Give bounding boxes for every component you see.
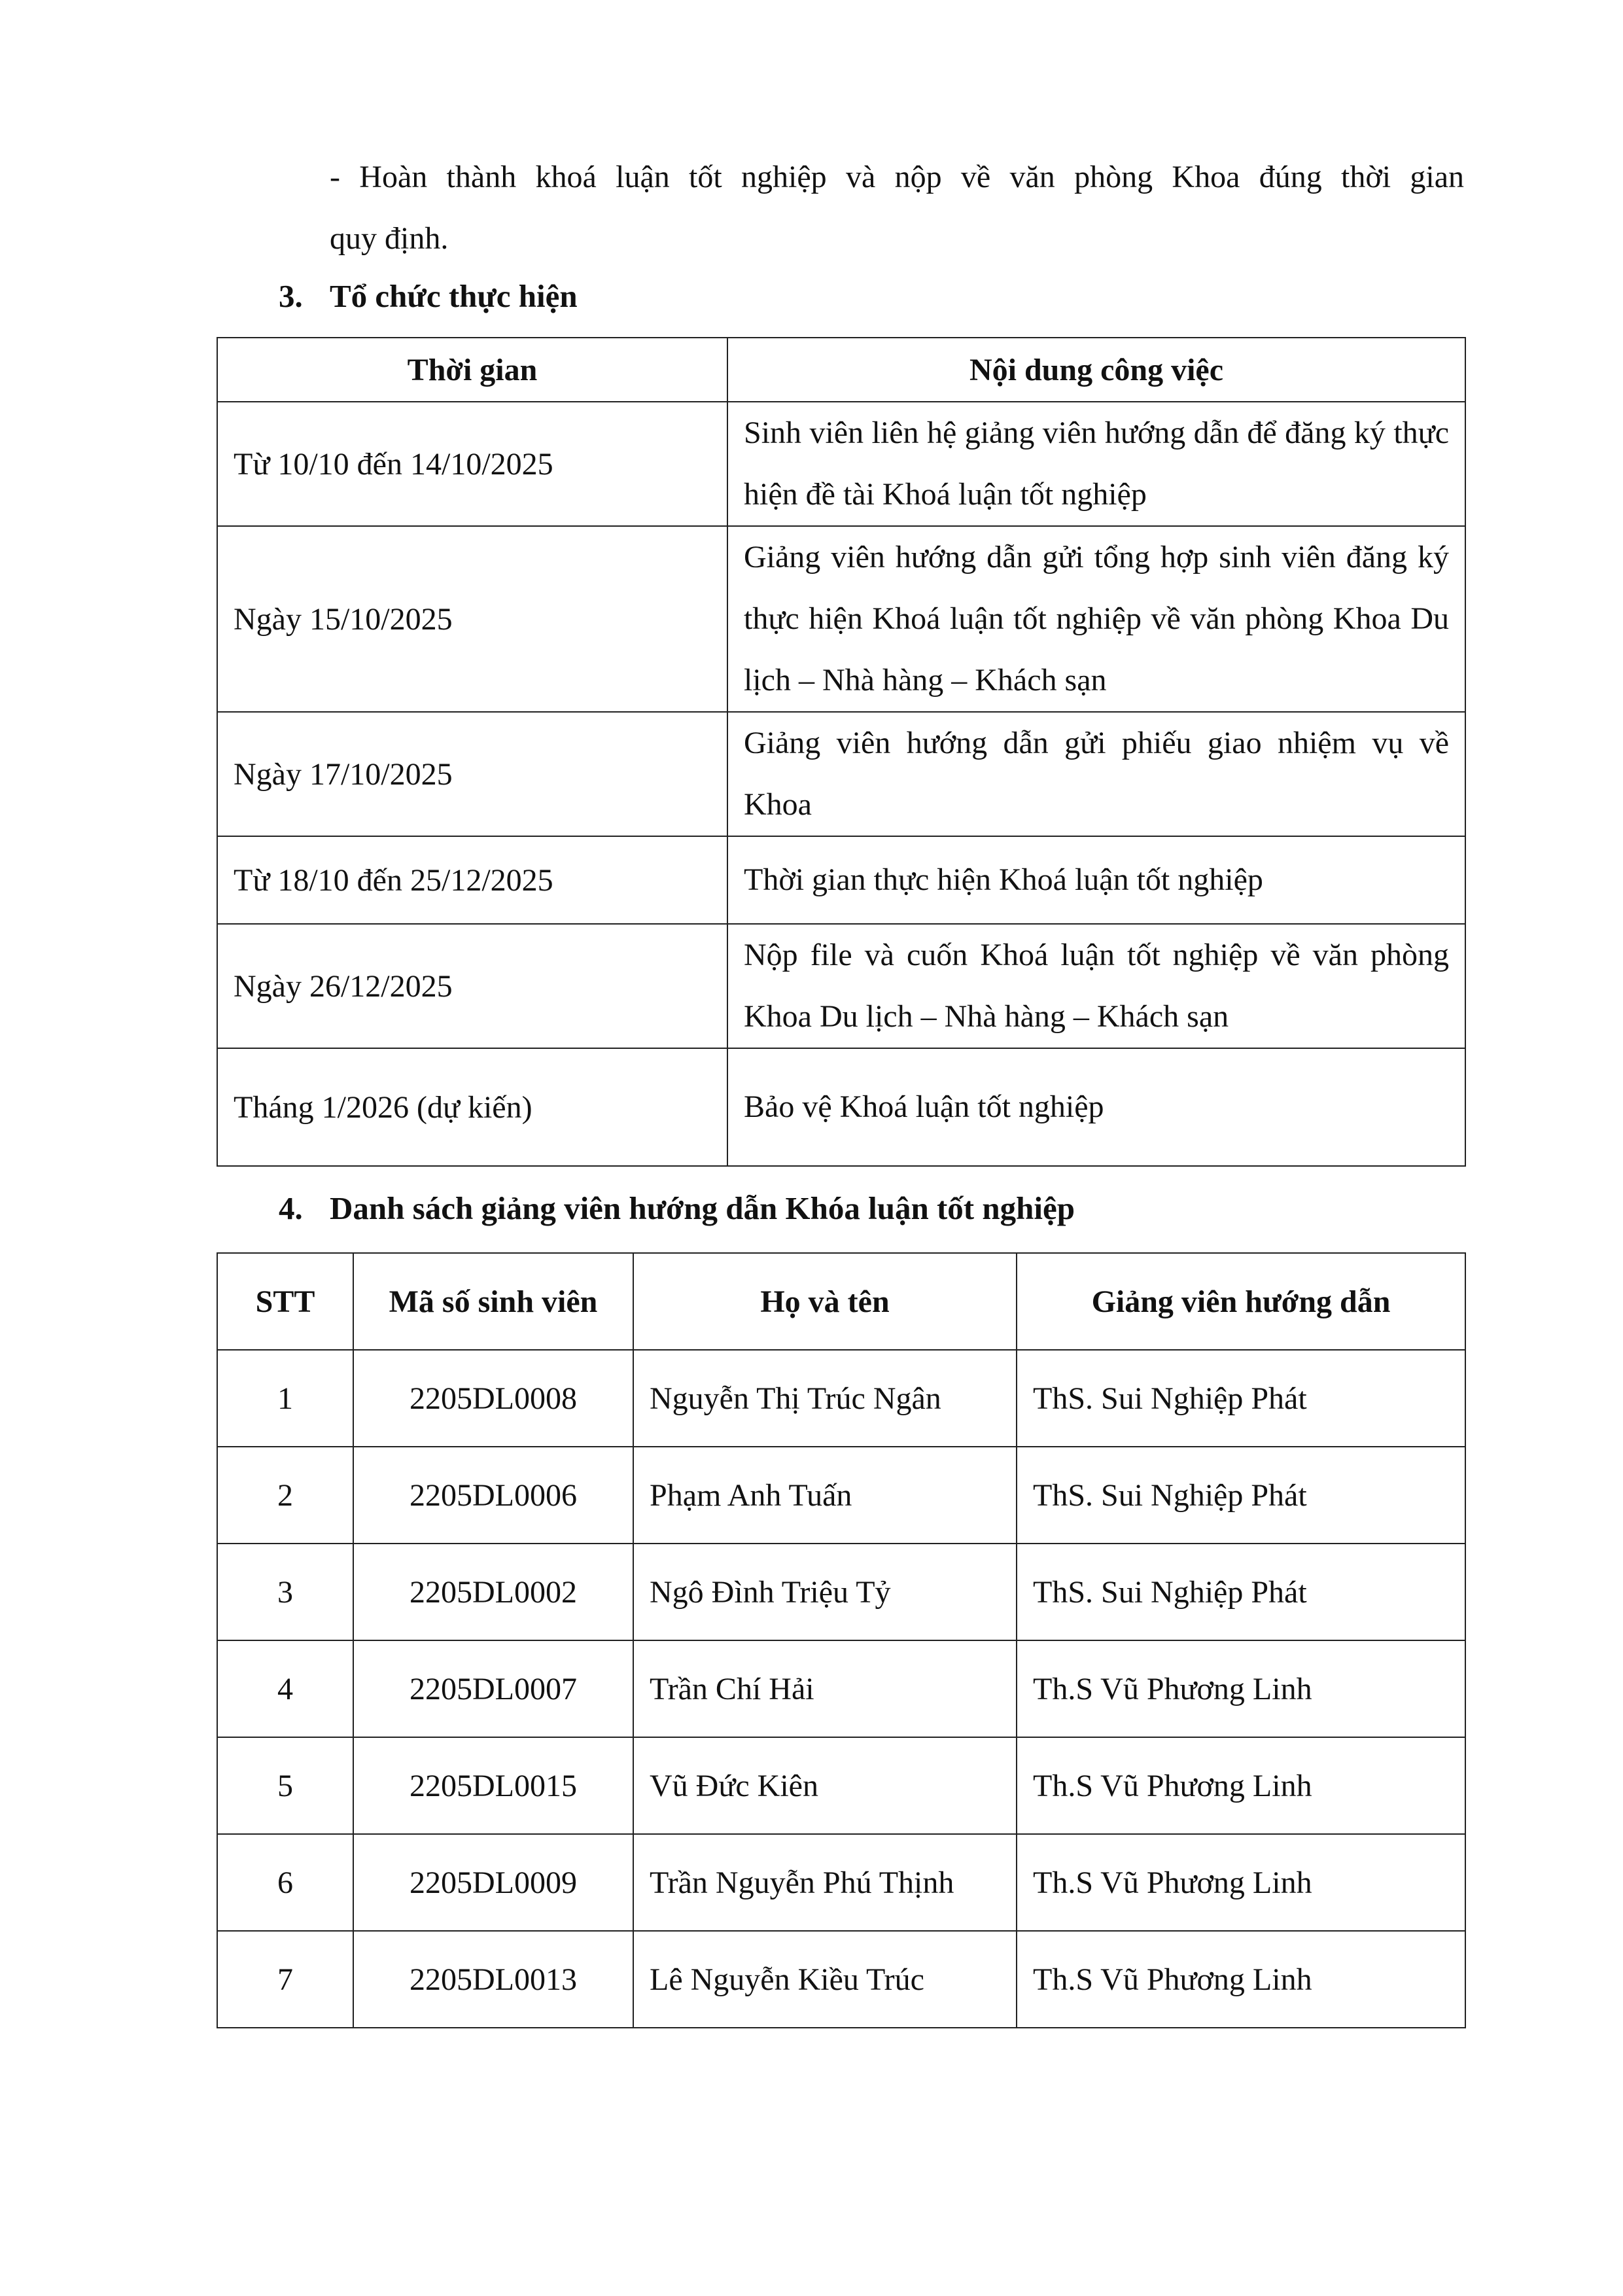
table-row (217, 1447, 1465, 1544)
table-row (217, 1640, 1465, 1737)
schedule-header-time: Thời gian (217, 338, 727, 402)
advisor-table (217, 1252, 1466, 2028)
table-row (217, 1834, 1465, 1931)
section-3-number: 3. (279, 278, 303, 314)
schedule-time: Ngày 15/10/2025 (217, 526, 727, 712)
schedule-header-row (217, 338, 1465, 402)
intro-line-1: - Hoàn thành khoá luận tốt nghiệp và nộp về văn phòng Khoa đúng thời gian (330, 160, 1464, 194)
schedule-content: Nộp file và cuốn Khoá luận tốt nghiệp về văn phòng Khoa Du lịch – Nhà hàng – Khách sạn (727, 924, 1465, 1048)
row-student-id: 2205DL0007 (353, 1640, 633, 1737)
schedule-time: Từ 10/10 đến 14/10/2025 (217, 402, 727, 526)
row-advisor: ThS. Sui Nghiệp Phát (1017, 1544, 1465, 1640)
schedule-content: Giảng viên hướng dẫn gửi phiếu giao nhiệm vụ về Khoa (727, 712, 1465, 836)
advisor-header-advisor: Giảng viên hướng dẫn (1017, 1253, 1465, 1350)
schedule-content: Thời gian thực hiện Khoá luận tốt nghiệp (727, 836, 1465, 924)
schedule-row (217, 836, 1465, 924)
row-stt: 4 (217, 1640, 353, 1737)
row-student-id: 2205DL0015 (353, 1737, 633, 1834)
schedule-content: Sinh viên liên hệ giảng viên hướng dẫn để đăng ký thực hiện đề tài Khoá luận tốt nghiệp (727, 402, 1465, 526)
row-stt: 5 (217, 1737, 353, 1834)
row-stt: 7 (217, 1931, 353, 2028)
advisor-header-name: Họ và tên (633, 1253, 1017, 1350)
schedule-row (217, 712, 1465, 836)
section-4-number: 4. (279, 1190, 303, 1226)
advisor-header-row (217, 1253, 1465, 1350)
schedule-table (217, 337, 1466, 1167)
schedule-header-content: Nội dung công việc (727, 338, 1465, 402)
schedule-row (217, 924, 1465, 1048)
row-student-name: Ngô Đình Triệu Tỷ (633, 1544, 1017, 1640)
row-stt: 6 (217, 1834, 353, 1931)
row-student-name: Lê Nguyễn Kiều Trúc (633, 1931, 1017, 2028)
row-student-id: 2205DL0013 (353, 1931, 633, 2028)
section-4-title: Danh sách giảng viên hướng dẫn Khóa luận tốt nghiệp (330, 1190, 1075, 1226)
table-row (217, 1931, 1465, 2028)
intro-line-2: quy định. (330, 221, 449, 256)
schedule-content: Giảng viên hướng dẫn gửi tổng hợp sinh viên đăng ký thực hiện Khoá luận tốt nghiệp về văn phòng Khoa Du lịch – Nhà hàng – Khách sạn (727, 526, 1465, 712)
schedule-time: Từ 18/10 đến 25/12/2025 (217, 836, 727, 924)
schedule-row (217, 526, 1465, 712)
row-student-id: 2205DL0002 (353, 1544, 633, 1640)
schedule-row (217, 1048, 1465, 1166)
row-advisor: ThS. Sui Nghiệp Phát (1017, 1447, 1465, 1544)
schedule-time: Ngày 17/10/2025 (217, 712, 727, 836)
advisor-header-stt: STT (217, 1253, 353, 1350)
row-student-id: 2205DL0009 (353, 1834, 633, 1931)
row-stt: 1 (217, 1350, 353, 1447)
row-student-name: Vũ Đức Kiên (633, 1737, 1017, 1834)
row-stt: 3 (217, 1544, 353, 1640)
table-row (217, 1544, 1465, 1640)
row-student-id: 2205DL0006 (353, 1447, 633, 1544)
row-advisor: Th.S Vũ Phương Linh (1017, 1737, 1465, 1834)
intro-paragraph (330, 147, 1464, 270)
schedule-time: Tháng 1/2026 (dự kiến) (217, 1048, 727, 1166)
table-row (217, 1350, 1465, 1447)
table-row (217, 1737, 1465, 1834)
row-stt: 2 (217, 1447, 353, 1544)
schedule-row (217, 402, 1465, 526)
schedule-time: Ngày 26/12/2025 (217, 924, 727, 1048)
row-student-name: Nguyễn Thị Trúc Ngân (633, 1350, 1017, 1447)
row-advisor: Th.S Vũ Phương Linh (1017, 1931, 1465, 2028)
section-3-heading (279, 277, 578, 315)
advisor-header-student-id: Mã số sinh viên (353, 1253, 633, 1350)
section-3-title: Tổ chức thực hiện (330, 278, 578, 314)
row-student-name: Trần Chí Hải (633, 1640, 1017, 1737)
schedule-content: Bảo vệ Khoá luận tốt nghiệp (727, 1048, 1465, 1166)
row-advisor: Th.S Vũ Phương Linh (1017, 1834, 1465, 1931)
row-student-name: Trần Nguyễn Phú Thịnh (633, 1834, 1017, 1931)
row-student-id: 2205DL0008 (353, 1350, 633, 1447)
row-advisor: ThS. Sui Nghiệp Phát (1017, 1350, 1465, 1447)
row-student-name: Phạm Anh Tuấn (633, 1447, 1017, 1544)
row-advisor: Th.S Vũ Phương Linh (1017, 1640, 1465, 1737)
section-4-heading (279, 1190, 1075, 1227)
